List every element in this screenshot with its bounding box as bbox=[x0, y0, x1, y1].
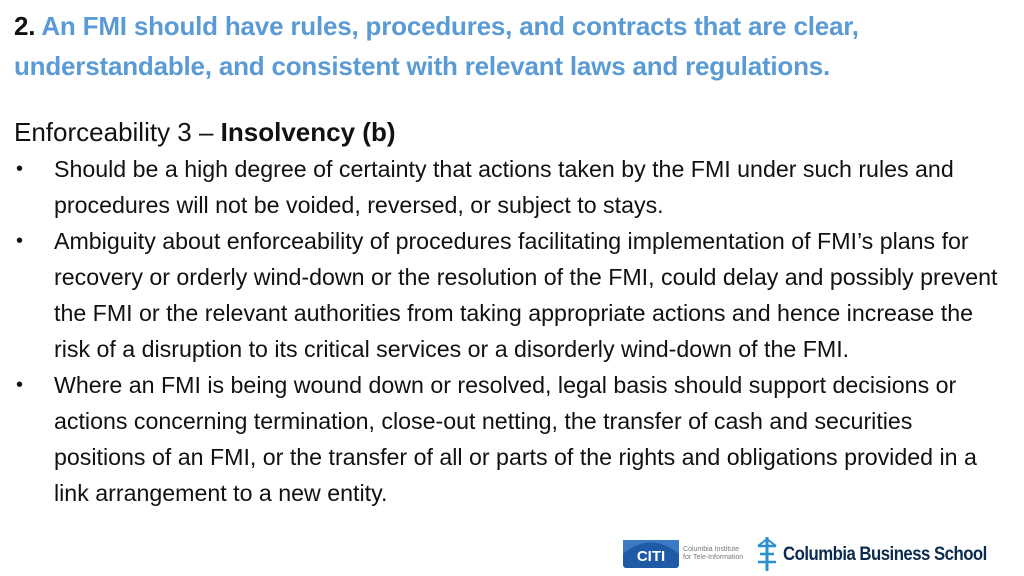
bullet-item bbox=[14, 223, 1004, 367]
citi-caption: Columbia Institute for Tele-Information bbox=[683, 546, 744, 561]
title-text: An FMI should have rules, procedures, and contracts that are clear, understandable, and consistent with relevant laws and regulations. bbox=[14, 11, 859, 81]
bullet-text: Ambiguity about enforceability of procedures facilitating implementation of FMI’s plans for recovery or orderly wind-down or the resolution of the FMI, could delay and possibly prevent the FMI or the relevant authorities from taking appropriate actions and hence increase the risk of a disruption to its critical services or a disorderly wind-down of the FMI. bbox=[54, 228, 998, 362]
bullet-text: Should be a high degree of certainty that actions taken by the FMI under such rules and procedures will not be voided, reversed, or subject to stays. bbox=[54, 156, 954, 218]
section-heading bbox=[14, 113, 396, 151]
cbs-name: Columbia Business School bbox=[783, 542, 987, 565]
cbs-logo bbox=[755, 536, 1020, 572]
bullet-text: Where an FMI is being wound down or resolved, legal basis should support decisions or actions concerning termination, close-out netting, the transfer of cash and securities positions of an FMI, or the transfer of all or parts of the rights and obligations provided in a link arrangement to a new entity. bbox=[54, 372, 977, 506]
bullet-marker: • bbox=[16, 374, 24, 396]
section-heading-prefix: Enforceability 3 – bbox=[14, 117, 221, 147]
citi-logo bbox=[623, 537, 745, 571]
title-number: 2. bbox=[14, 11, 36, 41]
columbia-crown-icon bbox=[755, 536, 779, 572]
footer-logos bbox=[623, 534, 1020, 574]
citi-logo-text: CITI bbox=[636, 548, 666, 565]
bullet-marker: • bbox=[16, 158, 24, 180]
bullet-item bbox=[14, 367, 1004, 511]
bullet-item bbox=[14, 151, 1004, 223]
bullet-marker: • bbox=[16, 230, 24, 252]
slide-title bbox=[14, 6, 1014, 86]
bullet-list bbox=[14, 151, 1004, 511]
section-heading-bold: Insolvency (b) bbox=[220, 117, 396, 147]
citi-logo-icon bbox=[623, 537, 679, 571]
